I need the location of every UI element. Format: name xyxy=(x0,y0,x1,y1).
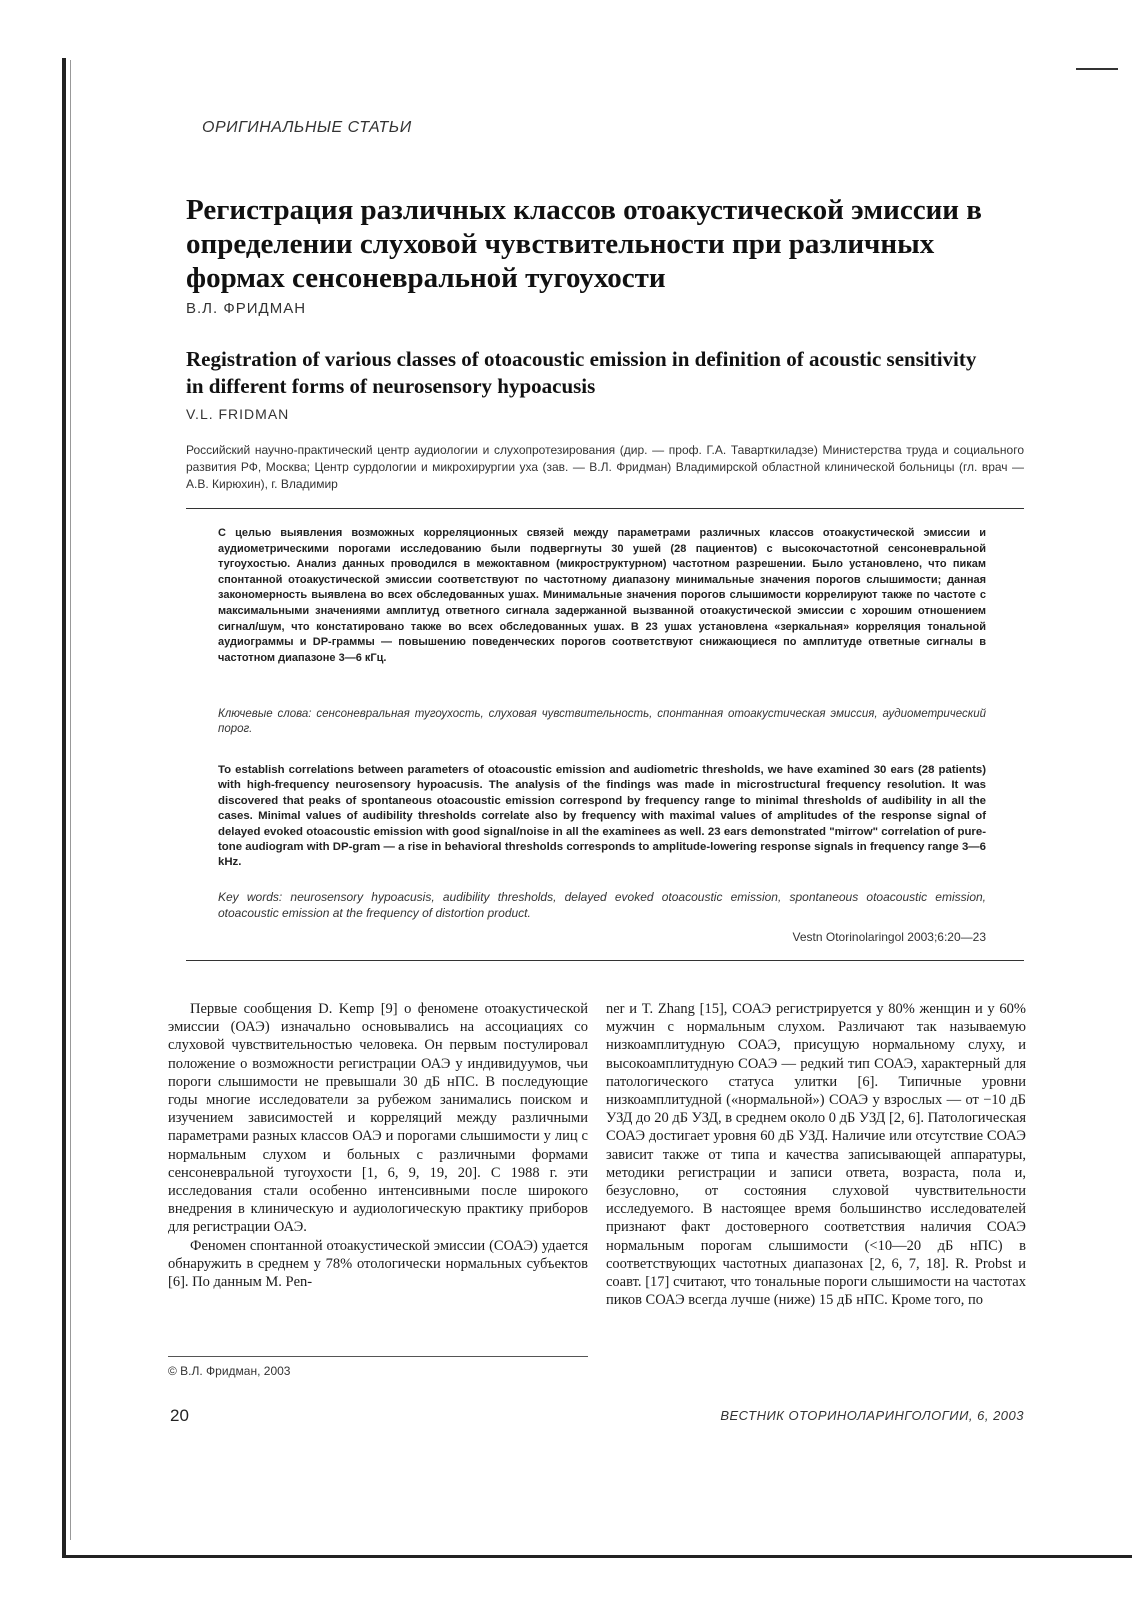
divider xyxy=(186,960,1024,961)
page-number: 20 xyxy=(170,1406,189,1425)
paragraph: Феномен спонтанной отоакустической эмиссии (СОАЭ) удается обнаружить в среднем у 78% отологически нормальных субъектов [6]. По данным M. Pen- xyxy=(168,1237,588,1291)
article-title-en: Registration of various classes of otoacoustic emission in definition of acoustic sensitivity in different forms of neurosensory hypoacusis xyxy=(186,347,977,398)
footnote-divider xyxy=(168,1356,588,1357)
keywords-ru: Ключевые слова: сенсоневральная тугоухость, слуховая чувствительность, спонтанная отоакустическая эмиссия, аудиометрический порог. xyxy=(218,708,986,735)
affiliation: Российский научно-практический центр аудиологии и слухопротезирования (дир. — проф. Г.А. Таварткиладзе) Министерства труда и социального развития РФ, Москва; Центр сурдологии и микрохирургии уха (зав. — В.Л. Фридман) Владимирской областной клинической больницы (гл. врач — А.В. Кирюхин), г. Владимир xyxy=(186,443,1024,491)
abstract-ru: С целью выявления возможных корреляционных связей между параметрами различных классов отоакустической эмиссии и аудиометрическими порогами исследованию были подвергнуты 30 ушей (28 пациентов) с высокочастотной сенсоневральной тугоухостью. Анализ данных проводился в межоктавном (микроструктурном) частотном разрешении. Было установлено, что пикам спонтанной отоакустической эмиссии соответствуют по частотному диапазону минимальные значения порогов слышимости; данная закономерность выявлена во всех обследованных ушах. Минимальные значения порогов слышимости коррелируют также по частоте с максимальными значениями амплитуд ответного сигнала задержанной вызванной отоакустической эмиссии с хорошим отношением сигнал/шум, что констатировано также во всех обследованных ушах. В 23 ушах установлена «зеркальная» корреляция тональной аудиограммы и DP-граммы — повышению поведенческих порогов соответствуют снижающиеся по амплитуде ответные сигналы в частотном диапазоне 3—6 кГц. xyxy=(218,527,986,664)
abstract-en: To establish correlations between parameters of otoacoustic emission and audiometric thresholds, we have examined 30 ears (28 patients) with high-frequency neurosensory hypoacusis. The analysis of the findings was made in microstructural frequency resolution. It was discovered that peaks of spontaneous otoacoustic emission correspond by frequency range to minimal thresholds of audibility in all the cases. Minimal values of audibility thresholds correlate also by frequency with maximal values of amplitudes of the response signal of delayed evoked otoacoustic emission with good signal/noise in all the examinees as well. 23 ears demonstrated "mirrow" correlation of pure-tone audiogram with DP-gram — a rise in behavioral thresholds corresponds to amplitude-lowering response signals in frequency range 3—6 kHz. xyxy=(218,764,986,869)
article-title-ru: Регистрация различных классов отоакустической эмиссии в определении слуховой чувствительности при различных формах сенсоневральной тугоухости xyxy=(186,194,982,294)
copyright: © В.Л. Фридман, 2003 xyxy=(168,1364,291,1378)
author-en: V.L. FRIDMAN xyxy=(186,406,290,422)
section-label: ОРИГИНАЛЬНЫЕ СТАТЬИ xyxy=(202,119,412,136)
scan-bottom-edge xyxy=(62,1555,1132,1558)
divider xyxy=(186,508,1024,509)
body-column-right xyxy=(606,1000,1026,1309)
author-ru: В.Л. ФРИДМАН xyxy=(186,300,307,317)
keywords-en: Key words: neurosensory hypoacusis, audibility thresholds, delayed evoked otoacoustic emission, spontaneous otoacoustic emission, otoacoustic emission at the frequency of distortion product. xyxy=(218,890,986,920)
citation: Vestn Otorinolaringol 2003;6:20—23 xyxy=(792,930,986,944)
scan-mark xyxy=(1076,68,1118,70)
paragraph: Первые сообщения D. Kemp [9] о феномене отоакустической эмиссии (ОАЭ) изначально основывались на ассоциациях со слуховой чувствительностью человека. Он первым постулировал положение о возможности регистрации ОАЭ у индивидуумов, чьи пороги слышимости не превышали 30 дБ нПС. В последующие годы многие исследователи за рубежом занимались поиском и изучением зависимостей и корреляций между различными параметрами разных классов ОАЭ и порогами слышимости у лиц с нормальным слухом и больных с различными формами сенсоневральной тугоухости [1, 6, 9, 19, 20]. С 1988 г. эти исследования стали особенно интенсивными после широкого внедрения в клиническую и аудиологическую практику приборов для регистрации ОАЭ. xyxy=(168,1001,588,1236)
scan-edge xyxy=(62,58,66,1558)
body-column-left xyxy=(168,1000,588,1291)
scan-edge-shadow xyxy=(70,60,71,1540)
paragraph: ner и T. Zhang [15], СОАЭ регистрируется у 80% женщин и у 60% мужчин с нормальным слухом. Различают так называемую низкоамплитудную СОАЭ, присущую нормальному слуху, и высокоамплитудную СОАЭ — редкий тип СОАЭ, характерный для патологического статуса улитки [6]. Типичные уровни низкоамплитудной («нормальной») СОАЭ у взрослых — от −10 дБ УЗД до 20 дБ УЗД, в среднем около 0 дБ УЗД [2, 6]. Патологическая СОАЭ достигает уровня 60 дБ УЗД. Наличие или отсутствие СОАЭ зависит также от типа и качества записывающей аппаратуры, методики регистрации и записи ответа, возраста, пола и, безусловно, от состояния слуховой чувствительности исследуемого. В настоящее время большинство исследователей признают факт достоверного соответствия наличия СОАЭ нормальным порогам слышимости (<10—20 дБ нПС) в соответствующих частотных диапазонах [2, 6, 7, 18]. R. Probst и соавт. [17] считают, что тональные пороги слышимости на частотах пиков СОАЭ всегда лучше (ниже) 15 дБ нПС. Кроме того, по xyxy=(606,1001,1026,1309)
journal-footer: ВЕСТНИК ОТОРИНОЛАРИНГОЛОГИИ, 6, 2003 xyxy=(720,1408,1024,1423)
